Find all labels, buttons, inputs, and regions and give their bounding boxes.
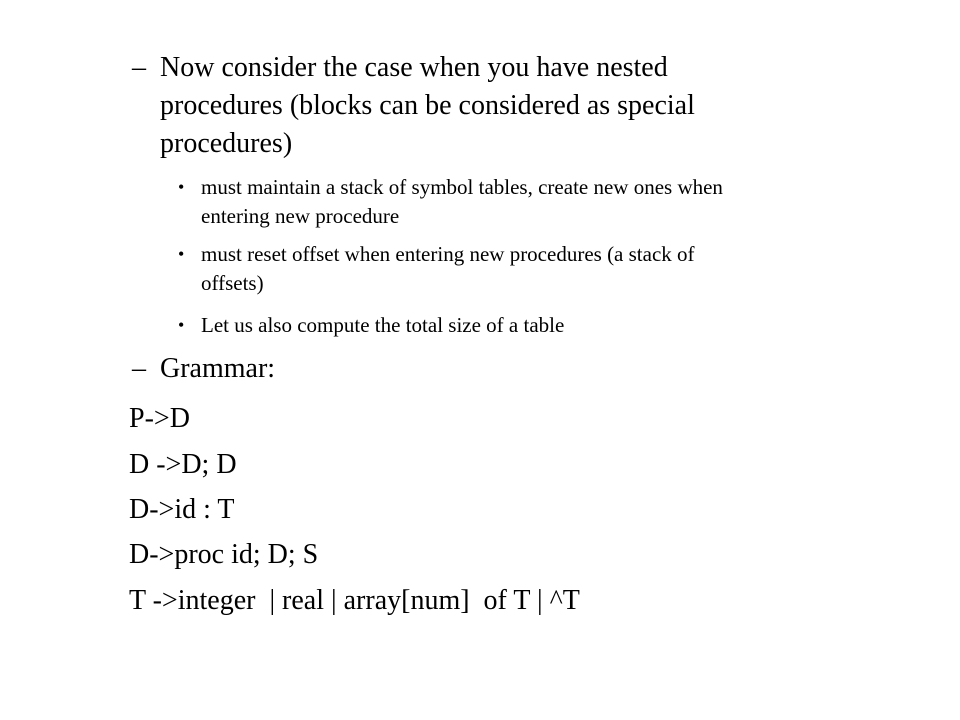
sub-bullet-reset-offset xyxy=(0,240,960,300)
sub-bullet-line-2: entering new procedure xyxy=(201,204,400,228)
bullet-line-1: Now consider the case when you have nested xyxy=(160,52,668,83)
grammar-rule: D->id : T xyxy=(129,494,235,525)
grammar-rule: T ->integer | real | array[num] of T | ^T xyxy=(129,585,580,616)
bullet-marker: • xyxy=(178,244,185,264)
sub-bullet-line-2: offsets) xyxy=(201,271,264,295)
bullet-grammar xyxy=(0,350,960,390)
sub-bullet-line-1: must maintain a stack of symbol tables, create new ones when xyxy=(201,175,723,199)
bullet-marker: • xyxy=(178,315,185,335)
sub-bullet-line-1: Let us also compute the total size of a table xyxy=(201,313,565,337)
sub-bullet-stack-symbol-tables xyxy=(0,173,960,233)
grammar-rule: P->D xyxy=(129,403,190,434)
grammar-rule: D->proc id; D; S xyxy=(129,539,319,570)
sub-bullet-line-1: must reset offset when entering new procedures (a stack of xyxy=(201,242,695,266)
bullet-nested-procedures xyxy=(0,49,960,169)
dash-marker: – xyxy=(132,353,146,384)
bullet-marker: • xyxy=(178,177,185,197)
bullet-line-2: procedures (blocks can be considered as special xyxy=(160,90,695,121)
grammar-heading: Grammar: xyxy=(160,353,276,384)
bullet-line-3: procedures) xyxy=(160,128,293,159)
dash-marker: – xyxy=(132,52,146,83)
grammar-rule: D ->D; D xyxy=(129,449,237,480)
sub-bullet-total-size xyxy=(0,311,960,341)
